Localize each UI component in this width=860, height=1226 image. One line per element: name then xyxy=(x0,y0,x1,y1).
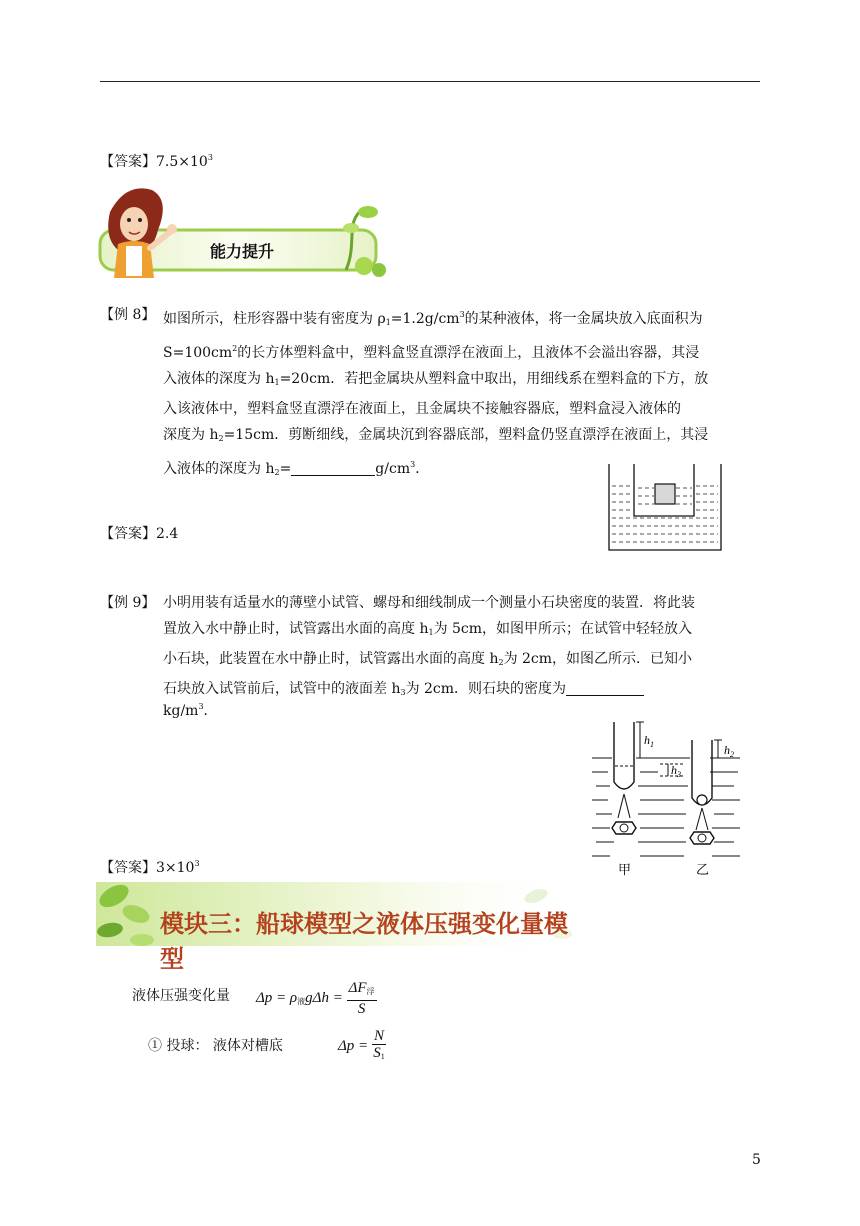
container-figure xyxy=(604,462,724,554)
test-tube-figure xyxy=(588,718,744,878)
label-jia: 甲 xyxy=(618,863,632,878)
module-3-banner xyxy=(96,876,576,973)
example-9-text: 小明用装有适量水的薄壁小试管、螺母和细线制成一个测量小石块密度的装置．将此装 置放入水中静止时，试管露出水面的高度 $h_1$为 5cm，如图甲所示；在试管中轻轻放入 小石块，此装置在水中静止时，试管露出水面的高度 $h_2$为 2cm，如图乙所示．已知小 石块放入试管前后，试管中的液面差 $h_3$为 2cm．则石块的密度为 xyxy=(163,595,695,697)
example-9-unit: $kg/m^3$． xyxy=(163,702,218,719)
formula-pressure-change: 液体压强变化量 $\Delta p = \rho_液g\Delta h$ = $\frac{\Delta F_浮}{S}$ xyxy=(132,980,375,1017)
header-rule xyxy=(100,81,760,82)
example-9-answer: 【答案】$3\times 10^3$ xyxy=(100,859,200,876)
example-8-answer: 【答案】2.4 xyxy=(100,526,179,542)
module-3-title: 模块三：船球模型之液体压强变化量模型 xyxy=(160,910,568,973)
example-8-label: 【例 8】 xyxy=(100,307,156,323)
formula-ball-drop: ① 投球： 液体对槽底 Δp = $\frac{N}{S_1}$ xyxy=(148,1028,385,1061)
example-9-label: 【例 9】 xyxy=(100,595,156,611)
answer-blank xyxy=(291,459,375,476)
label-h3: $h_3$ xyxy=(671,763,681,779)
page-number: 5 xyxy=(752,1152,761,1168)
answer-value: 7.5×10 xyxy=(156,154,208,170)
previous-answer: 【答案】$7.5\times 10^3$ xyxy=(100,153,213,170)
teacher-cartoon-icon xyxy=(96,182,396,282)
example-8-text: 如图所示，柱形容器中装有密度为 $\rho_1=1.2g/cm^3$的某种液体，将一金属块放入底面积为 $S=100cm^2$的长方体塑料盒中，塑料盒竖直漂浮在液面上，且液体不会溢出容器，其浸 入液体的深度为 $h_1=20cm$．若把金属块从塑料盒中取出，用细线系在塑料盒的下方，放 入该液体中，塑料盒竖直漂浮在液面上，且金属块不接触容器底，塑料盒浸入液体的 深度为 $h_2=15cm$．剪断细线，金属块沉到容器底部，塑料盒仍竖直漂浮在液面上，其浸 入液体的深度为 $h_2= g/cm^3$． xyxy=(163,310,709,477)
label-yi: 乙 xyxy=(696,863,710,878)
label-h1: $h_1$ xyxy=(644,733,654,749)
answer-label: 【答案】 xyxy=(100,154,156,170)
label-h2: $h_2$ xyxy=(724,743,734,759)
ability-banner xyxy=(96,182,396,282)
answer-blank xyxy=(566,679,644,696)
section-title-ability: 能力提升 xyxy=(210,242,275,261)
